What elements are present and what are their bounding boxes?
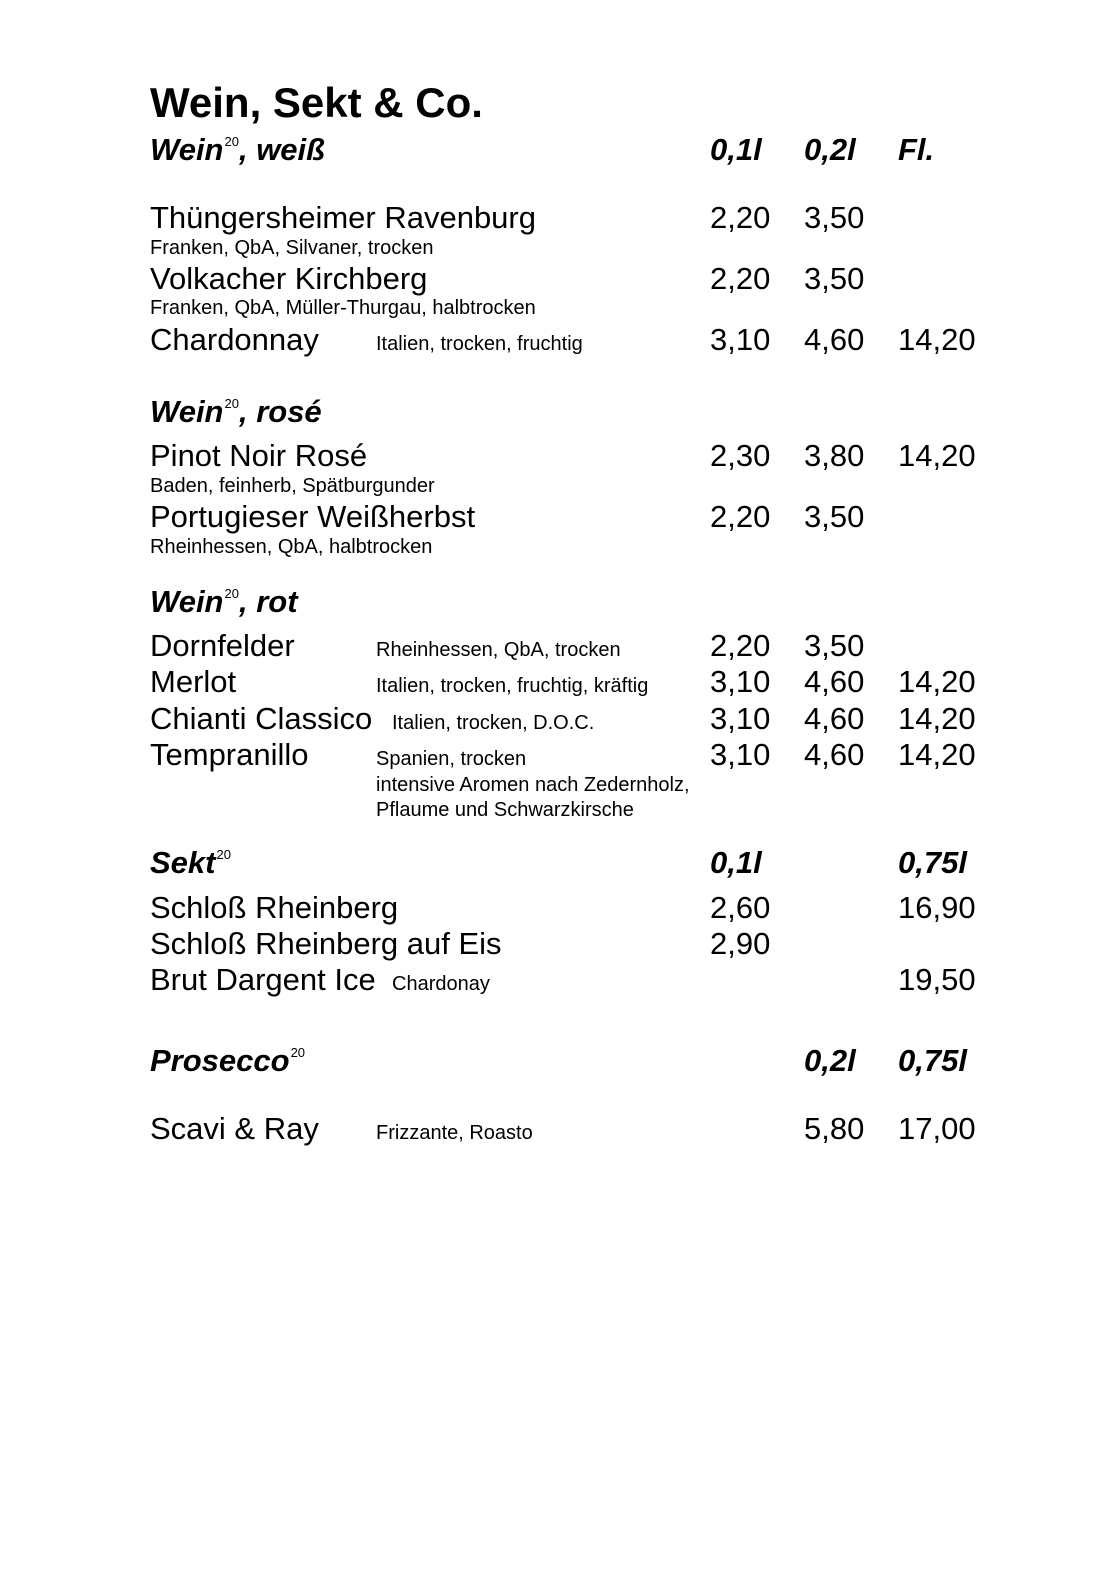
price-0-1l: 3,10 xyxy=(710,664,771,699)
column-header-0-2l: 0,2l xyxy=(804,132,856,167)
column-header-0-2l: 0,2l xyxy=(804,1043,856,1078)
column-header-flasche: Fl. xyxy=(898,132,935,167)
price-0-2l: 4,60 xyxy=(804,322,865,357)
price-0-75l: 19,50 xyxy=(898,962,976,997)
item-description: Frizzante, Roasto xyxy=(376,1122,533,1144)
price-flasche: 14,20 xyxy=(898,438,976,473)
price-0-1l: 3,10 xyxy=(710,737,771,772)
item-description: Baden, feinherb, Spätburgunder xyxy=(150,475,435,497)
section-heading-rose: Wein$^{20}$, rosé xyxy=(150,394,322,429)
item-description: Chardonay xyxy=(392,973,490,995)
section-heading-red: Wein$^{20}$, rot xyxy=(150,584,298,619)
price-0-2l: 3,50 xyxy=(804,499,865,534)
column-header-0-75l: 0,75l xyxy=(898,1043,967,1078)
item-name: Schloß Rheinberg xyxy=(150,890,399,925)
item-name: Tempranillo xyxy=(150,737,309,772)
price-0-1l: 3,10 xyxy=(710,322,771,357)
item-description: Rheinhessen, QbA, halbtrocken xyxy=(150,536,433,558)
section-heading-prosecco: Prosecco$^{20}$ xyxy=(150,1043,306,1078)
item-description: Italien, trocken, fruchtig xyxy=(376,333,583,355)
item-name: Brut Dargent Ice xyxy=(150,962,376,997)
item-description: Italien, trocken, D.O.C. xyxy=(392,712,595,734)
price-flasche: 14,20 xyxy=(898,701,976,736)
item-description: Franken, QbA, Silvaner, trocken xyxy=(150,237,434,259)
price-0-2l: 3,80 xyxy=(804,438,865,473)
page-title: Wein, Sekt & Co. xyxy=(150,79,483,126)
price-0-1l: 3,10 xyxy=(710,701,771,736)
item-name: Scavi & Ray xyxy=(150,1111,319,1146)
item-description: Spanien, trocken xyxy=(376,748,527,770)
price-0-2l: 3,50 xyxy=(804,200,865,235)
item-name: Portugieser Weißherbst xyxy=(150,499,476,534)
price-0-1l: 2,60 xyxy=(710,890,771,925)
item-description-line-3: Pflaume und Schwarzkirsche xyxy=(376,799,634,821)
price-flasche: 14,20 xyxy=(898,664,976,699)
item-name: Schloß Rheinberg auf Eis xyxy=(150,926,502,961)
column-header-0-1l: 0,1l xyxy=(710,845,762,880)
item-description: Italien, trocken, fruchtig, kräftig xyxy=(376,675,649,697)
item-name: Merlot xyxy=(150,664,237,699)
item-description-line-2: intensive Aromen nach Zedernholz, xyxy=(376,774,690,796)
item-name: Dornfelder xyxy=(150,628,295,663)
price-0-75l: 17,00 xyxy=(898,1111,976,1146)
price-0-1l: 2,20 xyxy=(710,200,771,235)
price-0-1l: 2,20 xyxy=(710,499,771,534)
price-0-1l: 2,30 xyxy=(710,438,771,473)
section-heading-white: Wein$^{20}$, weiß xyxy=(150,132,326,167)
column-header-0-1l: 0,1l xyxy=(710,132,762,167)
item-name: Chianti Classico xyxy=(150,701,373,736)
item-description: Rheinhessen, QbA, trocken xyxy=(376,639,621,661)
price-0-2l: 4,60 xyxy=(804,737,865,772)
item-name: Chardonnay xyxy=(150,322,319,357)
price-0-2l: 3,50 xyxy=(804,628,865,663)
price-flasche: 14,20 xyxy=(898,737,976,772)
section-heading-sekt: Sekt$^{20}$ xyxy=(150,845,231,880)
column-header-0-75l: 0,75l xyxy=(898,845,967,880)
price-0-2l: 5,80 xyxy=(804,1111,865,1146)
price-0-75l: 16,90 xyxy=(898,890,976,925)
item-name: Volkacher Kirchberg xyxy=(150,261,428,296)
price-0-1l: 2,20 xyxy=(710,628,771,663)
item-name: Thüngersheimer Ravenburg xyxy=(150,200,536,235)
price-0-2l: 3,50 xyxy=(804,261,865,296)
price-0-1l: 2,90 xyxy=(710,926,771,961)
price-0-1l: 2,20 xyxy=(710,261,771,296)
price-0-2l: 4,60 xyxy=(804,664,865,699)
item-name: Pinot Noir Rosé xyxy=(150,438,368,473)
item-description: Franken, QbA, Müller-Thurgau, halbtrocken xyxy=(150,297,536,319)
price-flasche: 14,20 xyxy=(898,322,976,357)
price-0-2l: 4,60 xyxy=(804,701,865,736)
